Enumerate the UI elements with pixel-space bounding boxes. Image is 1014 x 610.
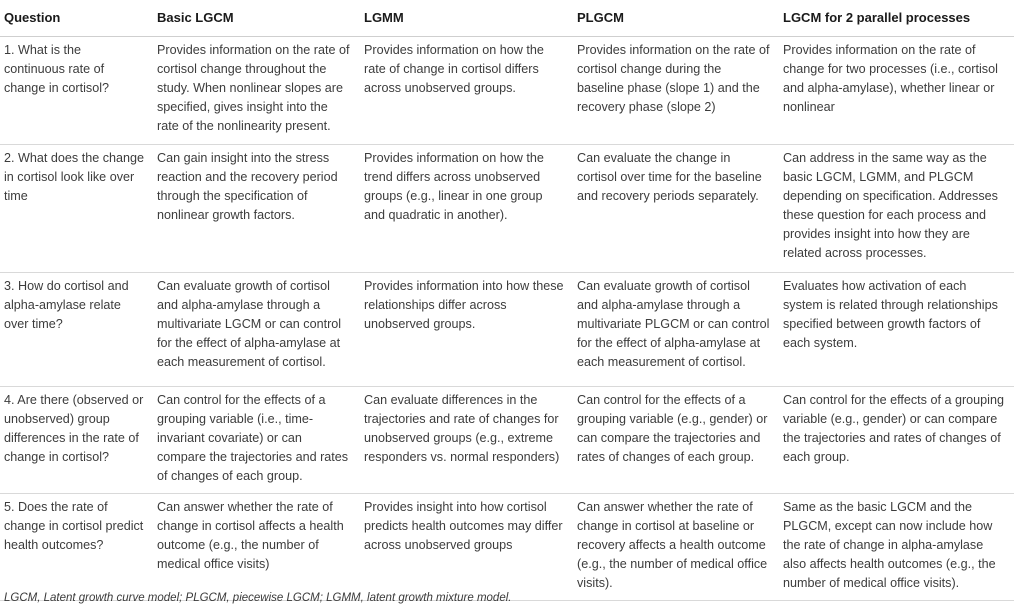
lgcm-parallel-cell: Can control for the effects of a grouping variable (e.g., gender) or can compare the trajectories and rates of changes of each group.: [779, 387, 1014, 494]
lgmm-cell: Provides insight into how cortisol predicts health outcomes may differ across unobserved groups: [360, 494, 573, 601]
plgcm-cell: Can evaluate growth of cortisol and alpha-amylase through a multivariate PLGCM or can control for the effect of alpha-amylase at each measurement of cortisol.: [573, 273, 779, 387]
header-row: [0, 0, 1014, 37]
lgcm-parallel-cell: Evaluates how activation of each system is related through relationships specified between growth factors of each system.: [779, 273, 1014, 387]
lgmm-cell: Provides information on how the trend differs across unobserved groups (e.g., linear in one group and quadratic in another).: [360, 145, 573, 273]
header-plgcm: PLGCM: [573, 0, 779, 37]
question-cell: 2. What does the change in cortisol look like over time: [0, 145, 153, 273]
table-row: [0, 273, 1014, 387]
header-lgcm-parallel: LGCM for 2 parallel processes: [779, 0, 1014, 37]
question-cell: 3. How do cortisol and alpha-amylase relate over time?: [0, 273, 153, 387]
lgmm-cell: Can evaluate differences in the trajectories and rate of changes for unobserved groups (e.g., extreme responders vs. normal responders): [360, 387, 573, 494]
table-footnote: LGCM, Latent growth curve model; PLGCM, piecewise LGCM; LGMM, latent growth mixture model.: [4, 592, 512, 604]
basic-lgcm-cell: Can evaluate growth of cortisol and alpha-amylase through a multivariate LGCM or can control for the effect of alpha-amylase at each measurement of cortisol.: [153, 273, 360, 387]
plgcm-cell: Can control for the effects of a grouping variable (e.g., gender) or can compare the trajectories and rates of changes of each group.: [573, 387, 779, 494]
question-cell: 1. What is the continuous rate of change in cortisol?: [0, 37, 153, 145]
table-row: [0, 494, 1014, 601]
table-row: [0, 145, 1014, 273]
basic-lgcm-cell: Can answer whether the rate of change in cortisol affects a health outcome (e.g., the number of medical office visits): [153, 494, 360, 601]
lgcm-parallel-cell: Can address in the same way as the basic LGCM, LGMM, and PLGCM depending on specification. Addresses these question for each process and provides insight into how they are related across processes.: [779, 145, 1014, 273]
plgcm-cell: Can evaluate the change in cortisol over time for the baseline and recovery periods separately.: [573, 145, 779, 273]
question-cell: 5. Does the rate of change in cortisol predict health outcomes?: [0, 494, 153, 601]
header-lgmm: LGMM: [360, 0, 573, 37]
table-row: [0, 387, 1014, 494]
question-cell: 4. Are there (observed or unobserved) group differences in the rate of change in cortisol?: [0, 387, 153, 494]
plgcm-cell: Can answer whether the rate of change in cortisol at baseline or recovery affects a health outcome (e.g., the number of medical office visits).: [573, 494, 779, 601]
basic-lgcm-cell: Can gain insight into the stress reaction and the recovery period through the specification of nonlinear growth factors.: [153, 145, 360, 273]
plgcm-cell: Provides information on the rate of cortisol change during the baseline phase (slope 1) and the recovery phase (slope 2): [573, 37, 779, 145]
header-question: Question: [0, 0, 153, 37]
lgcm-parallel-cell: Provides information on the rate of change for two processes (i.e., cortisol and alpha-amylase), whether linear or nonlinear: [779, 37, 1014, 145]
lgmm-cell: Provides information on how the rate of change in cortisol differs across unobserved groups.: [360, 37, 573, 145]
basic-lgcm-cell: Provides information on the rate of cortisol change throughout the study. When nonlinear slopes are specified, gives insight into the rate of the nonlinearity present.: [153, 37, 360, 145]
table-body: [0, 37, 1014, 601]
lgcm-parallel-cell: Same as the basic LGCM and the PLGCM, except can now include how the rate of change in alpha-amylase also affects health outcomes (e.g., the number of medical office visits).: [779, 494, 1014, 601]
table-row: [0, 37, 1014, 145]
basic-lgcm-cell: Can control for the effects of a grouping variable (i.e., time-invariant covariate) or can compare the trajectories and rates of changes of each group.: [153, 387, 360, 494]
lgmm-cell: Provides information into how these relationships differ across unobserved groups.: [360, 273, 573, 387]
header-basic-lgcm: Basic LGCM: [153, 0, 360, 37]
table-header: [0, 0, 1014, 37]
